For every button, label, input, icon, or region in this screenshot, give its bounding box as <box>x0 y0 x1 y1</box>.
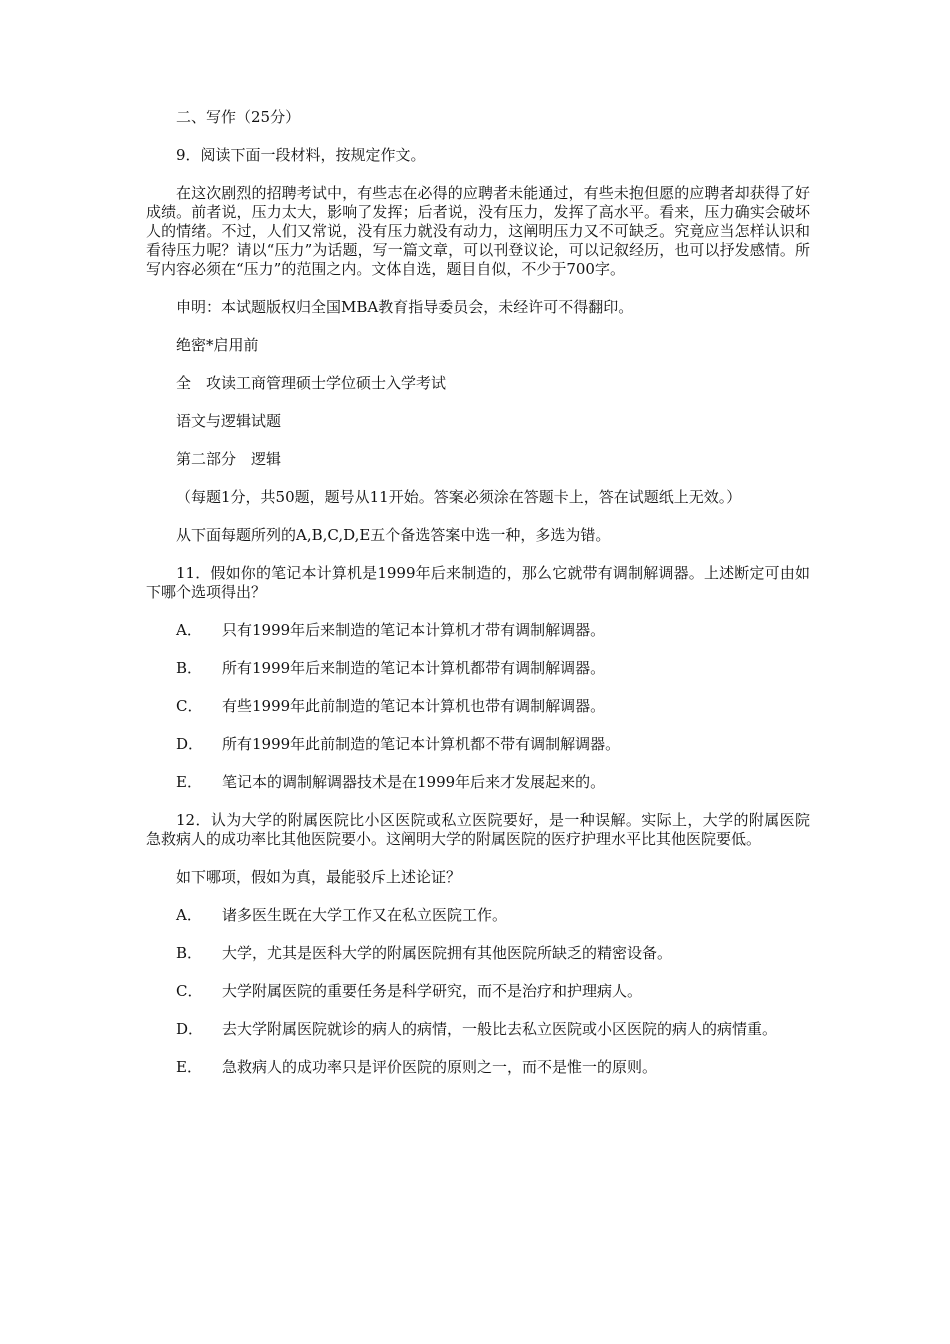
option-text: 所有1999年后来制造的笔记本计算机都带有调制解调器。 <box>222 659 606 677</box>
option-letter: B． <box>176 944 203 962</box>
q11-option-b <box>146 659 810 678</box>
option-text: 诸多医生既在大学工作又在私立医院工作。 <box>222 906 508 924</box>
q12-option-d <box>146 1020 810 1039</box>
document-page <box>146 108 810 1096</box>
q9-prompt: 9．阅读下面一段材料，按规定作文。 <box>176 146 426 164</box>
option-letter: E． <box>176 773 202 791</box>
q11-option-e <box>146 773 810 792</box>
q11-option-a <box>146 621 810 640</box>
option-text: 有些1999年此前制造的笔记本计算机也带有调制解调器。 <box>222 697 606 715</box>
option-letter: A． <box>176 906 202 924</box>
option-text: 去大学附属医院就诊的病人的病情，一般比去私立医院或小区医院的病人的病情重。 <box>222 1020 778 1038</box>
writing-section-title: 二、写作（25分） <box>176 108 301 126</box>
q12-option-e <box>146 1058 810 1077</box>
option-letter: A． <box>176 621 202 639</box>
q9-material: 在这次剧烈的招聘考试中，有些志在必得的应聘者未能通过，有些未抱但愿的应聘者却获得了好成绩。前者说，压力太大，影响了发挥；后者说，没有压力，发挥了高水平。看来，压力确实会破坏人的情绪。不过，人们又常说，没有压力就没有动力，这阐明压力又不可缺乏。究竟应当怎样认识和看待压力呢？请以“压力”为话题，写一篇文章，可以刊登议论，可以记叙经历，也可以抒发感情。所写内容必须在“压力”的范围之内。文体自选，题目自似，不少于700字。 <box>146 184 810 278</box>
option-text: 只有1999年后来制造的笔记本计算机才带有调制解调器。 <box>222 621 606 639</box>
q11-option-c <box>146 697 810 716</box>
choose-rule: 从下面每题所列的A,B,C,D,E五个备选答案中选一种，多选为错。 <box>176 526 611 544</box>
q12-option-c <box>146 982 810 1001</box>
option-text: 所有1999年此前制造的笔记本计算机都不带有调制解调器。 <box>222 735 621 753</box>
option-text: 大学附属医院的重要任务是科学研究，而不是治疗和护理病人。 <box>222 982 643 1000</box>
option-text: 大学，尤其是医科大学的附属医院拥有其他医院所缺乏的精密设备。 <box>222 944 673 962</box>
part-title: 第二部分 逻辑 <box>176 450 282 468</box>
option-letter: B． <box>176 659 203 677</box>
q12-option-a <box>146 906 810 925</box>
q12-option-b <box>146 944 810 963</box>
copyright-statement: 申明：本试题版权归全国MBA教育指导委员会，未经许可不得翻印。 <box>176 298 634 316</box>
secret-label: 绝密*启用前 <box>176 336 259 354</box>
option-text: 急救病人的成功率只是评价医院的原则之一，而不是惟一的原则。 <box>222 1058 658 1076</box>
option-letter: D． <box>176 1020 204 1038</box>
q11-option-d <box>146 735 810 754</box>
q12-question: 如下哪项，假如为真，最能驳斥上述论证？ <box>176 868 462 886</box>
instructions: （每题1分，共50题，题号从11开始。答案必须涂在答题卡上，答在试题纸上无效。） <box>176 488 742 506</box>
exam-name: 全 攻读工商管理硕士学位硕士入学考试 <box>176 374 447 392</box>
paper-title: 语文与逻辑试题 <box>176 412 282 430</box>
q11-stem: 11．假如你的笔记本计算机是1999年后来制造的，那么它就带有调制解调器。上述断定可由如下哪个选项得出？ <box>146 564 810 601</box>
q12-stem: 12．认为大学的附属医院比小区医院或私立医院要好，是一种误解。实际上，大学的附属医院急救病人的成功率比其他医院要小。这阐明大学的附属医院的医疗护理水平比其他医院要低。 <box>146 811 810 848</box>
option-letter: E． <box>176 1058 202 1076</box>
option-letter: C． <box>176 982 203 1000</box>
option-letter: D． <box>176 735 204 753</box>
option-text: 笔记本的调制解调器技术是在1999年后来才发展起来的。 <box>222 773 606 791</box>
option-letter: C． <box>176 697 203 715</box>
